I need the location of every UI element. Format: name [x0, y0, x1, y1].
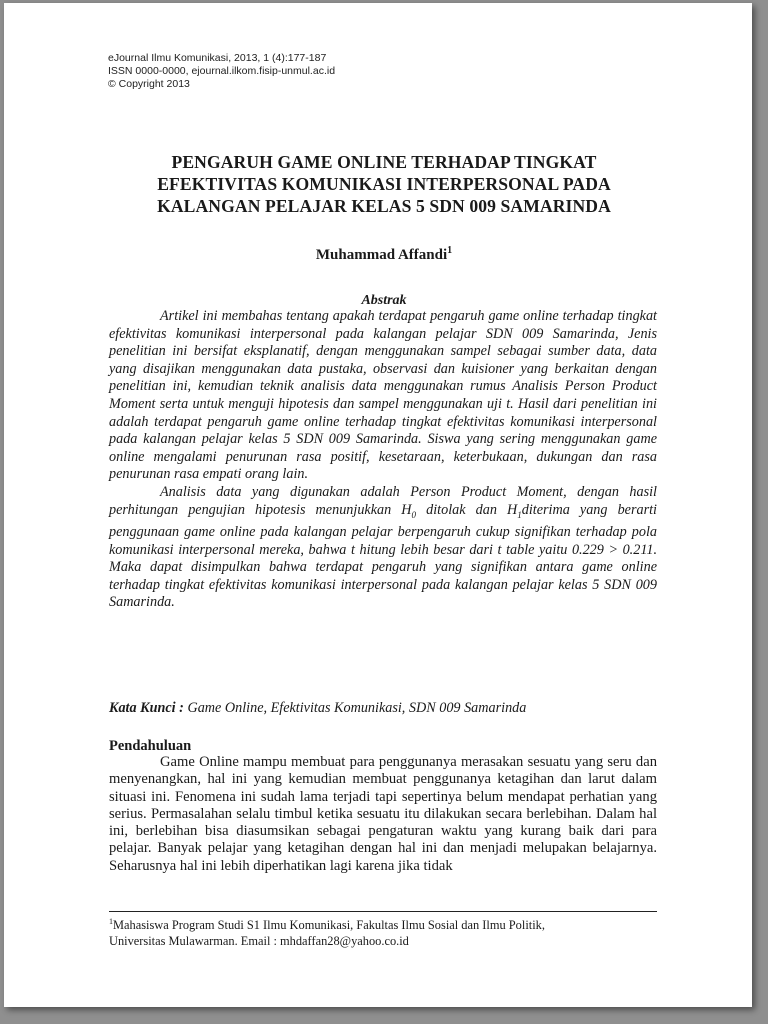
introduction-paragraph: Game Online mampu membuat para penggunanya merasakan sesuatu yang seru dan menyenangkan, hal ini yang kemudian membuat penggunanya ketagihan dan larut dalam situasi ini. Fenomena ini sudah lama terjadi tapi sepertinya belum mendapat perhatian yang serius. Permasalahan selalu timbul ketika sesuatu itu dilakukan secara berlebihan. Dalam hal ini, berlebihan bisa diasumsikan sebagai pengaturan waktu yang kurang baik dari para pelajar. Banyak pelajar yang ketagihan dengan hal ini dan menjadi melupakan belajarnya. Seharusnya hal ini lebih diperhatikan lagi karena jika tidak	[109, 754, 657, 874]
keywords-label: Kata Kunci :	[109, 700, 184, 716]
author-name: Muhammad Affandi	[315, 247, 448, 263]
document-page	[4, 3, 752, 1007]
footnote-line-1	[109, 914, 669, 933]
abstract-body	[109, 308, 657, 612]
title-line-1: PENGARUH GAME ONLINE TERHADAP TINGKAT	[171, 152, 597, 172]
section-heading-introduction: Pendahuluan	[109, 738, 192, 754]
introduction-body	[109, 754, 657, 875]
footnote-divider	[109, 911, 657, 912]
journal-header	[108, 52, 335, 91]
journal-copyright: © Copyright 2013	[108, 78, 190, 90]
keywords-value: Game Online, Efektivitas Komunikasi, SDN 009 Samarinda	[183, 700, 527, 716]
footnote-mark: 1	[109, 917, 113, 926]
footnote	[109, 914, 669, 949]
abstract-paragraph-2-part-a: Analisis data yang digunakan adalah Person Product Moment, dengan hasil perhitungan pengujian hipotesis menunjukkan H	[109, 483, 657, 518]
author	[104, 245, 664, 264]
footnote-affiliation: Mahasiswa Program Studi S1 Ilmu Komunikasi, Fakultas Ilmu Sosial dan Ilmu Politik,	[113, 918, 545, 933]
footnote-line-2: Universitas Mulawarman. Email : mhdaffan28@yahoo.co.id	[109, 934, 409, 949]
h0-subscript: 0	[411, 509, 417, 520]
paper-title	[104, 151, 664, 217]
keywords	[109, 700, 669, 717]
title-line-3: KALANGAN PELAJAR KELAS 5 SDN 009 SAMARINDA	[157, 196, 611, 216]
author-footnote-mark: 1	[447, 245, 453, 256]
journal-citation: eJournal Ilmu Komunikasi, 2013, 1 (4):177-187	[108, 52, 327, 64]
abstract-paragraph-2	[109, 484, 657, 612]
abstract-paragraph-2-part-c: diterima yang berarti penggunaan game online pada kalangan pelajar berpengaruh cukup signifikan terhadap pola komunikasi interpersonal mereka, bahwa t hitung lebih besar dari t table yaitu 0.229 > 0.211. Maka dapat disimpulkan bahwa terdapat pengaruh yang signifikan antara game online terhadap tingkat efektivitas komunikasi interpersonal pada kalangan pelajar kelas 5 SDN 009 Samarinda.	[109, 501, 657, 611]
journal-issn: ISSN 0000-0000, ejournal.ilkom.fisip-unmul.ac.id	[108, 65, 336, 77]
title-line-2: EFEKTIVITAS KOMUNIKASI INTERPERSONAL PADA	[157, 174, 611, 194]
abstract-paragraph-2-part-b: ditolak dan H	[416, 501, 518, 518]
abstract-heading: Abstrak	[361, 293, 407, 308]
abstract-paragraph-1: Artikel ini membahas tentang apakah terdapat pengaruh game online terhadap tingkat efektivitas komunikasi interpersonal pada kalangan pelajar SDN 009 Samarinda, Jenis penelitian ini bersifat eksplanatif, dengan menggunakan sampel sebagai sumber data, data yang disajikan menggunakan data pustaka, observasi dan kuisioner yang berkaitan dengan penelitian ini, kemudian teknik analisis data menggunakan rumus Analisis Person Product Moment serta untuk menguji hipotesis dan sampel menggunakan uji t. Hasil dari penelitian ini adalah terdapat pengaruh game online terhadap tingkat efektivitas komunikasi interpersonal pada kalangan pelajar kelas 5 SDN 009 Samarinda. Siswa yang sering menggunakan game online mengalami penurunan rasa positif, kesetaraan, keterbukaan, dukungan dan rasa penurunan rasa empati orang lain.	[109, 308, 657, 483]
h1-subscript: 1	[517, 509, 522, 520]
